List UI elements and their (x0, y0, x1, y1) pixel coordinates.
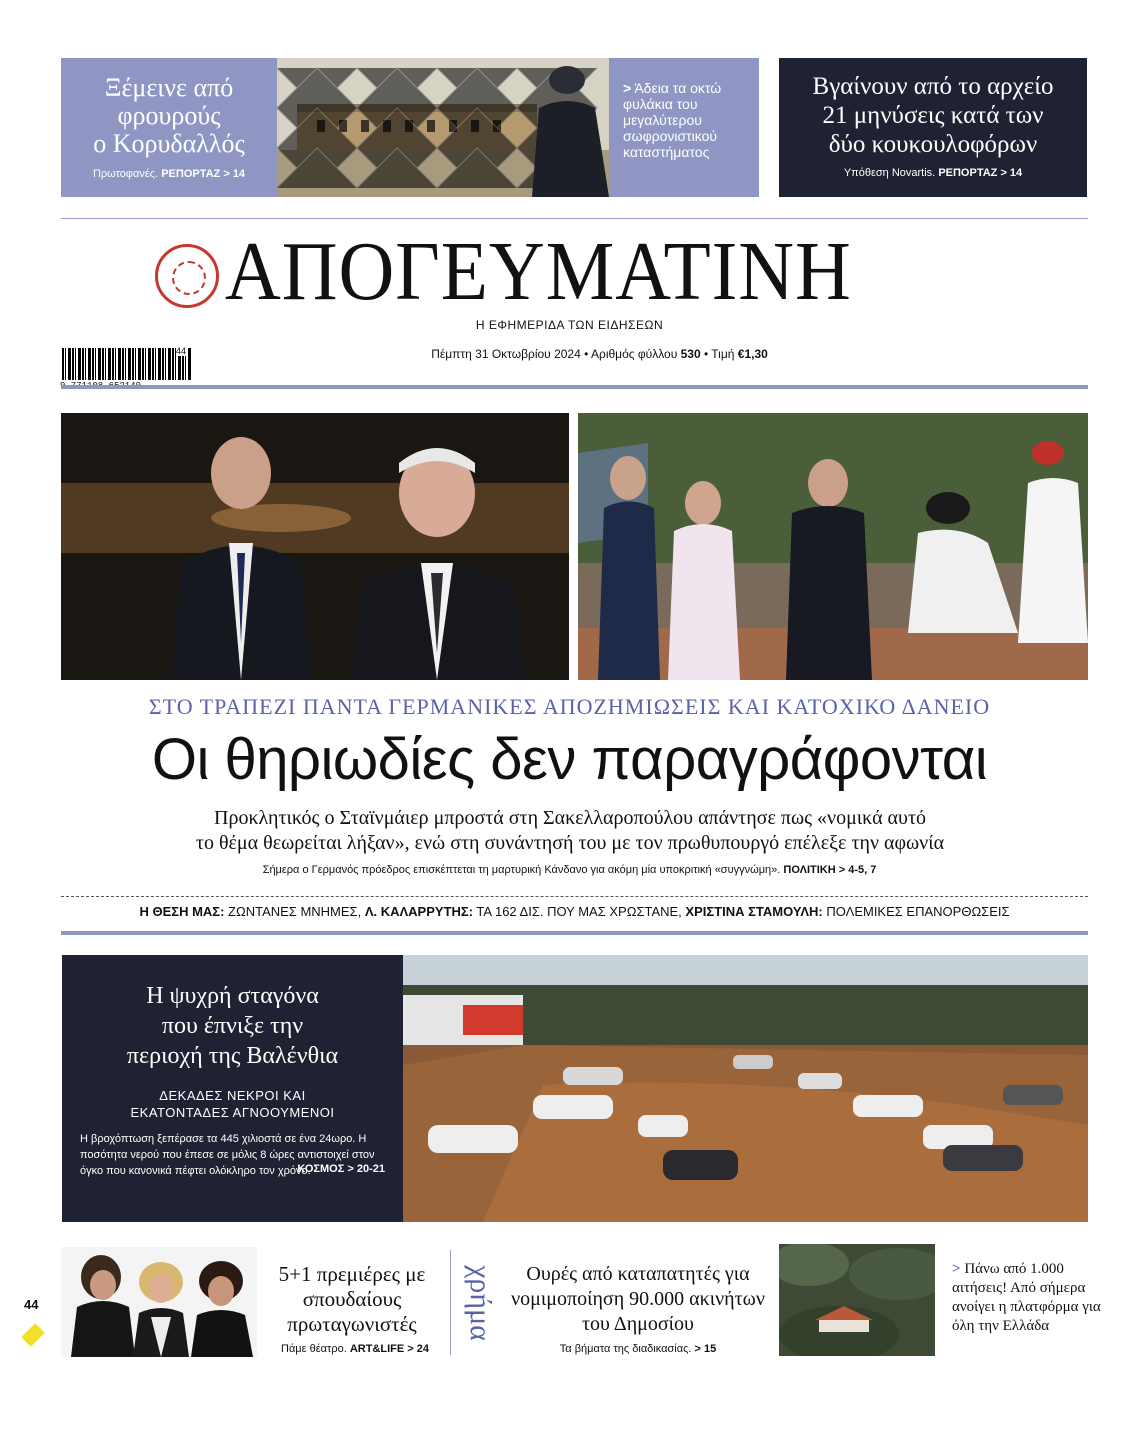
issue-label: Αριθμός φύλλου (590, 347, 678, 361)
teaser-note-text: Άδεια τα οκτώ φυλάκια του μεγαλύτερου σωφρονιστικού καταστήματος (623, 80, 722, 160)
masthead-tagline: Η ΕΦΗΜΕΡΙΔΑ ΤΩΝ ΕΙΔΗΣΕΩΝ (475, 318, 664, 332)
premiere-ref (262, 1343, 448, 1355)
valencia-subtitle-line: ΕΚΑΤΟΝΤΑΔΕΣ ΑΓΝΟΟΥΜΕΝΟΙ (130, 1105, 335, 1120)
opinion-text[interactable]: ΖΩΝΤΑΝΕΣ ΜΝΗΜΕΣ, (228, 904, 362, 919)
lead-subline-text: Σήμερα ο Γερμανός πρόεδρος επισκέπτεται τη μαρτυρική Κάνδανο για ακόμη μία υποκριτική «συγγνώμη». (262, 864, 781, 876)
price: €1,30 (737, 347, 768, 361)
actors-photo (61, 1247, 257, 1357)
opinion-label: Η ΘΕΣΗ ΜΑΣ: (139, 904, 225, 919)
teaser-novartis[interactable] (779, 58, 1087, 197)
platform-note (952, 1260, 1102, 1336)
premiere-section[interactable]: ART&LIFE > 24 (349, 1343, 429, 1355)
teaser-ref: ΡΕΠΟΡΤΑΖ > 14 (161, 168, 246, 180)
premiere-pre: Πάμε θέατρο. (281, 1343, 347, 1355)
teaser-subtitle: Πρωτοφανές. (92, 168, 159, 180)
teaser-subtitle: Υπόθεση Novartis. (843, 167, 936, 179)
teaser-title-line: Βγαίνουν από το αρχείο (812, 73, 1054, 100)
section-label-text: χρήμα (464, 1265, 498, 1341)
valencia-flood-photo (403, 955, 1088, 1222)
valencia-title-line: που έπνιξε την (161, 1013, 304, 1039)
teaser-title-line: ο Κορυδαλλός (93, 129, 245, 158)
teaser-title-line: δύο κουκουλοφόρων (828, 131, 1038, 158)
teaser-note (609, 58, 759, 197)
teaser-title-line: 21 μηνύσεις κατά των (822, 102, 1044, 129)
houses-pre: Τα βήματα της διαδικασίας. (559, 1343, 692, 1355)
valencia-ref: ΚΟΣΜΟΣ > 20-21 (297, 1163, 385, 1175)
deck-line: Προκλητικός ο Σταϊνμάιερ μπροστά στη Σακελλαροπούλου απάντησε πως «νομικά αυτό (214, 807, 926, 829)
platform-note-text[interactable]: Πάνω από 1.000 αιτήσεις! Από σήμερα ανοίγει η πλατφόρμα για όλη την Ελλάδα (952, 1261, 1101, 1334)
houses-section[interactable]: > 15 (694, 1343, 717, 1355)
premiere-title[interactable]: 5+1 πρεμιέρες με σπουδαίους πρωταγωνιστές (278, 1262, 426, 1336)
teaser-ref: ΡΕΠΟΡΤΑΖ > 14 (938, 167, 1023, 179)
valencia-title-line: περιοχή της Βαλένθια (126, 1043, 339, 1069)
opinions-bar (61, 904, 1088, 919)
honor-guard-photo (578, 413, 1088, 680)
barcode-issue: 44 (176, 346, 187, 356)
houses-title[interactable]: Ουρές από καταπατητές για νομιμοποίηση 90.000 ακινήτων του Δημοσίου (511, 1263, 765, 1335)
page-number: 44 (24, 1297, 39, 1312)
diamond-icon (21, 1323, 45, 1347)
valencia-box[interactable] (62, 955, 403, 1222)
lead-deck (60, 806, 1080, 856)
divider (61, 218, 1088, 219)
dateline: Πέμπτη 31 Οκτωβρίου 2024 • Αριθμός φύλλου 530 • Τιμή €1,30 (431, 347, 768, 361)
vertical-divider (450, 1250, 451, 1355)
prison-photo (277, 58, 609, 197)
valencia-title-line: Η ψυχρή σταγόνα (146, 983, 319, 1009)
lead-supertitle: ΣΤΟ ΤΡΑΠΕΖΙ ΠΑΝΤΑ ΓΕΡΜΑΝΙΚΕΣ ΑΠΟΖΗΜΙΩΣΕΙΣ ΚΑΙ ΚΑΤΟΧΙΚΟ ΔΑΝΕΙΟ (148, 694, 991, 719)
dashed-divider (61, 896, 1088, 897)
issue-date: Πέμπτη 31 Οκτωβρίου 2024 (431, 347, 581, 361)
teaser-korydallos[interactable] (61, 58, 277, 197)
arrow-icon: > (623, 80, 632, 96)
lead-headline[interactable]: Οι θηριωδίες δεν παραγράφονται (151, 727, 988, 792)
opinion-text[interactable]: ΤΑ 162 ΔΙΣ. ΠΟΥ ΜΑΣ ΧΡΩΣΤΑΝΕ, (476, 904, 682, 919)
houses-ref (500, 1343, 776, 1355)
land-photo (779, 1244, 935, 1356)
mitsotakis-steinmeier-photo (61, 413, 569, 680)
issue-number: 530 (680, 347, 701, 361)
valencia-subtitle-line: ΔΕΚΑΔΕΣ ΝΕΚΡΟΙ ΚΑΙ (159, 1088, 306, 1103)
lead-subline-ref[interactable]: ΠΟΛΙΤΙΚΗ > 4-5, 7 (783, 864, 877, 876)
masthead-title: ΑΠΟΓΕΥΜΑΤΙΝΗ (225, 225, 852, 318)
teaser-title-line: φρουρούς (117, 101, 221, 130)
valencia-body: Η βροχόπτωση ξεπέρασε τα 445 χιλιοστά σε ένα 24ωρο. Η ποσότητα νερού που έπεσε σε μόλις 8 ώρες αντιστοιχεί στον όγκο που κανονικά πέφτει ολόκληρο τον χρόνο. (80, 1133, 375, 1177)
price-label: Τιμή (711, 347, 735, 361)
divider (61, 931, 1088, 935)
teaser-title-line: Ξέμεινε από (104, 73, 234, 102)
newspaper-logo-icon (155, 244, 219, 308)
opinion-text[interactable]: ΠΟΛΕΜΙΚΕΣ ΕΠΑΝΟΡΘΩΣΕΙΣ (826, 904, 1010, 919)
divider (61, 385, 1088, 389)
opinion-label: Λ. ΚΑΛΑΡΡΥΤΗΣ: (364, 904, 474, 919)
deck-line: το θέμα θεωρείται λήξαν», ενώ στη συνάντησή του με τον πρωθυπουργό επέλεξε την αφωνία (195, 832, 945, 854)
opinion-label: ΧΡΙΣΤΙΝΑ ΣΤΑΜΟΥΛΗ: (685, 904, 823, 919)
section-label-chrima (458, 1248, 498, 1358)
lead-subline (0, 864, 1139, 876)
arrow-icon: > (952, 1261, 961, 1277)
